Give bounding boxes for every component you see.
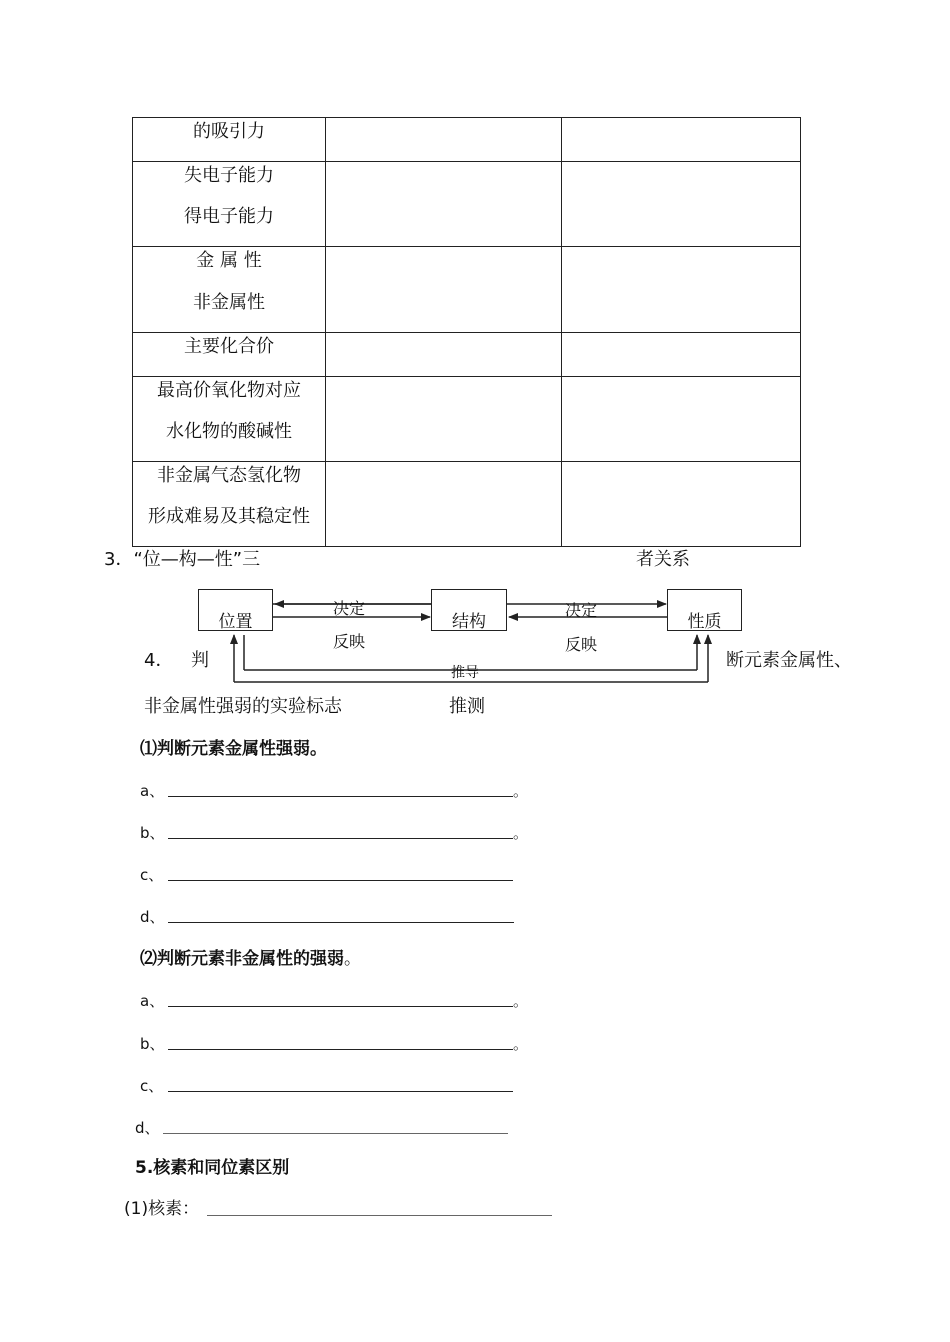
table-cell-label: 金 属 性 非金属性 — [133, 247, 326, 333]
box-structure: 结构 — [431, 589, 507, 631]
table-cell-label: 主要化合价 — [133, 333, 326, 377]
table-cell-label: 最高价氧化物对应 水化物的酸碱性 — [133, 377, 326, 462]
answer-blank[interactable] — [207, 1215, 552, 1216]
label-reflect-1: 反映 — [333, 632, 366, 651]
section5-item1-prefix: (1)核素： — [124, 1199, 200, 1219]
box-position: 位置 — [198, 589, 273, 631]
part1-title: ⑴判断元素金属性强弱。 — [140, 739, 327, 759]
box-property: 性质 — [667, 589, 742, 631]
answer-blank[interactable] — [168, 1049, 513, 1050]
label-determine-2: 决定 — [565, 601, 598, 620]
label-derive: 推导 — [451, 665, 479, 681]
answer-blank[interactable] — [168, 880, 513, 881]
section3-title-left: 3．“位—构—性”三 — [104, 549, 261, 570]
table-cell-label: 的吸引力 — [133, 118, 326, 162]
section4-part-b: 断元素金属性、 — [726, 650, 852, 671]
label-determine-1: 决定 — [333, 599, 366, 618]
label-infer: 推测 — [449, 696, 485, 717]
section4-line2: 非金属性强弱的实验标志 — [144, 696, 342, 717]
section3-title-right: 者关系 — [636, 549, 690, 570]
answer-blank[interactable] — [163, 1133, 508, 1134]
answer-blank[interactable] — [168, 838, 513, 839]
section4-part-a: 判 — [191, 650, 209, 671]
table-cell-label: 失电子能力 得电子能力 — [133, 162, 326, 247]
section4-num: 4． — [144, 650, 174, 671]
table-cell-label: 非金属气态氢化物 形成难易及其稳定性 — [133, 462, 326, 547]
answer-blank[interactable] — [168, 1091, 513, 1092]
part2-title: ⑵判断元素非金属性的强弱。 — [140, 949, 361, 969]
label-reflect-2: 反映 — [565, 635, 598, 654]
answer-blank[interactable] — [168, 922, 514, 923]
answer-blank[interactable] — [168, 1006, 513, 1007]
section5-title: 5.核素和同位素区别 — [135, 1158, 290, 1178]
answer-blank[interactable] — [168, 796, 513, 797]
